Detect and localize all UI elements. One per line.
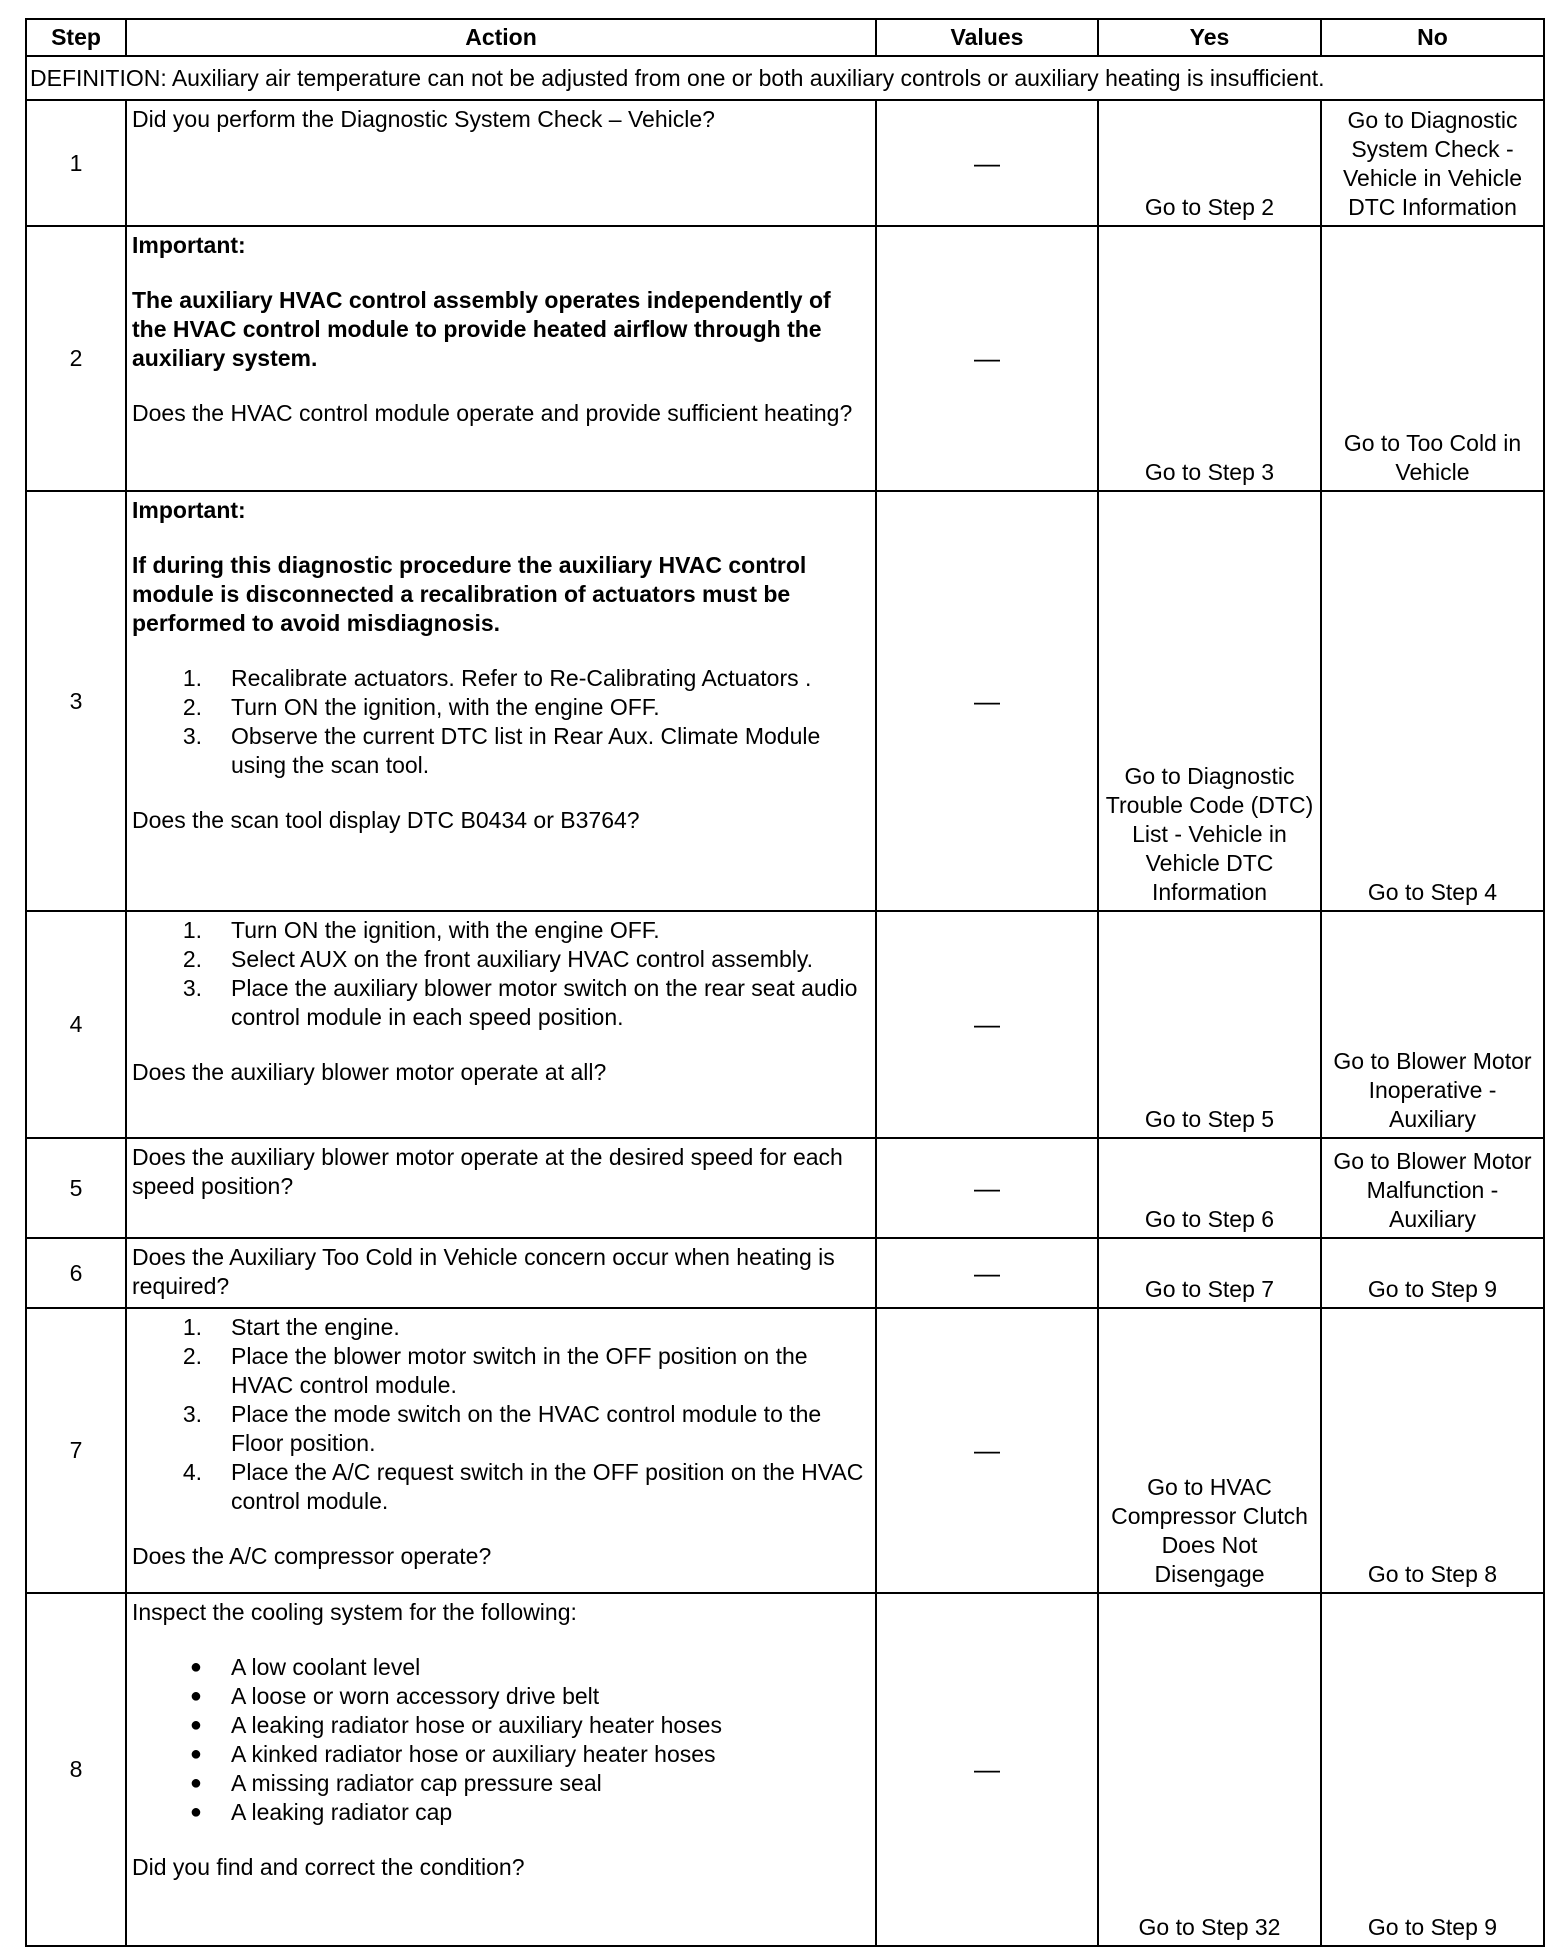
table-row [26,1138,1544,1238]
bullet-list [132,1653,870,1827]
table-row [26,100,1544,226]
question-text: Did you perform the Diagnostic System Check – Vehicle? [132,106,715,132]
step-number: 4 [26,911,126,1138]
yes-link[interactable]: Go to Step 6 [1098,1138,1321,1238]
step-number: 7 [26,1308,126,1593]
list-item-text: A missing radiator cap pressure seal [231,1770,602,1796]
list-item: 1. Start the engine. [132,1313,870,1342]
procedure-list [132,1313,870,1516]
step-number: 2 [26,226,126,491]
definition-row [26,56,1544,100]
list-item-text: Place the A/C request switch in the OFF position on the HVAC control module. [231,1459,864,1514]
list-item: 1. Turn ON the ignition, with the engine OFF. [132,916,870,945]
list-item-text: A loose or worn accessory drive belt [231,1683,600,1709]
question-text: Does the scan tool display DTC B0434 or B3764? [132,807,640,833]
table-row [26,491,1544,911]
list-item: 3. Place the auxiliary blower motor switch on the rear seat audio control module in each speed position. [132,974,870,1032]
action-cell [126,491,876,911]
no-link[interactable]: Go to Step 9 [1321,1593,1544,1946]
list-item-text: Select AUX on the front auxiliary HVAC control assembly. [231,946,814,972]
header-values: Values [876,19,1098,56]
list-item: 4. Place the A/C request switch in the OFF position on the HVAC control module. [132,1458,870,1516]
value-cell: — [876,1308,1098,1593]
value-cell: — [876,911,1098,1138]
question-text: Does the A/C compressor operate? [132,1543,492,1569]
action-cell [126,100,876,226]
action-cell [126,1593,876,1946]
important-text: The auxiliary HVAC control assembly operates independently of the HVAC control module to provide heated airflow through the auxiliary system. [132,287,831,371]
list-item-text: Place the mode switch on the HVAC control module to the Floor position. [231,1401,822,1456]
yes-link[interactable]: Go to Diagnostic Trouble Code (DTC) List - Vehicle in Vehicle DTC Information [1098,491,1321,911]
list-item: ● A leaking radiator cap [132,1798,870,1827]
step-number: 3 [26,491,126,911]
action-cell [126,226,876,491]
lead-text: Inspect the cooling system for the following: [132,1599,577,1625]
header-step: Step [26,19,126,56]
value-cell: — [876,100,1098,226]
list-item-text: Start the engine. [231,1314,400,1340]
important-title: Important: [132,232,246,258]
question-text: Does the auxiliary blower motor operate at the desired speed for each speed position? [132,1144,843,1199]
list-item-text: A low coolant level [231,1654,421,1680]
list-item-text: A leaking radiator hose or auxiliary heater hoses [231,1712,722,1738]
no-link[interactable]: Go to Too Cold in Vehicle [1321,226,1544,491]
diagnostic-table-wrapper [25,18,1545,1947]
list-item-text: Recalibrate actuators. Refer to Re-Calibrating Actuators . [231,665,812,691]
list-item: ● A missing radiator cap pressure seal [132,1769,870,1798]
list-item: 1. Recalibrate actuators. Refer to Re-Calibrating Actuators . [132,664,870,693]
table-row [26,911,1544,1138]
yes-link[interactable]: Go to HVAC Compressor Clutch Does Not Disengage [1098,1308,1321,1593]
list-item: 2. Select AUX on the front auxiliary HVAC control assembly. [132,945,870,974]
list-item: ● A leaking radiator hose or auxiliary heater hoses [132,1711,870,1740]
value-cell: — [876,1593,1098,1946]
no-link[interactable]: Go to Diagnostic System Check - Vehicle in Vehicle DTC Information [1321,100,1544,226]
question-text: Does the Auxiliary Too Cold in Vehicle concern occur when heating is required? [132,1244,835,1299]
list-item-text: Turn ON the ignition, with the engine OFF. [231,694,660,720]
table-row [26,1593,1544,1946]
action-cell [126,911,876,1138]
header-yes: Yes [1098,19,1321,56]
table-row [26,1308,1544,1593]
no-link[interactable]: Go to Step 9 [1321,1238,1544,1308]
list-item-text: Place the auxiliary blower motor switch on the rear seat audio control module in each speed position. [231,975,858,1030]
question-text: Does the auxiliary blower motor operate at all? [132,1059,607,1085]
question-text: Does the HVAC control module operate and provide sufficient heating? [132,400,853,426]
question-text: Did you find and correct the condition? [132,1854,525,1880]
table-row [26,226,1544,491]
no-link[interactable]: Go to Step 4 [1321,491,1544,911]
value-cell: — [876,226,1098,491]
no-link[interactable]: Go to Step 8 [1321,1308,1544,1593]
header-no: No [1321,19,1544,56]
list-item: 3. Observe the current DTC list in Rear Aux. Climate Module using the scan tool. [132,722,870,780]
list-item: ● A kinked radiator hose or auxiliary heater hoses [132,1740,870,1769]
yes-link[interactable]: Go to Step 3 [1098,226,1321,491]
action-cell [126,1138,876,1238]
list-item-text: A leaking radiator cap [231,1799,453,1825]
value-cell: — [876,1138,1098,1238]
table-row [26,1238,1544,1308]
list-item: 2. Place the blower motor switch in the OFF position on the HVAC control module. [132,1342,870,1400]
list-item: 2. Turn ON the ignition, with the engine OFF. [132,693,870,722]
important-title: Important: [132,497,246,523]
list-item-text: Place the blower motor switch in the OFF position on the HVAC control module. [231,1343,808,1398]
definition-text: DEFINITION: Auxiliary air temperature can not be adjusted from one or both auxiliary controls or auxiliary heating is insufficient. [26,56,1544,100]
procedure-list [132,916,870,1032]
value-cell: — [876,491,1098,911]
value-cell: — [876,1238,1098,1308]
list-item-text: Observe the current DTC list in Rear Aux. Climate Module using the scan tool. [231,723,821,778]
list-item-text: Turn ON the ignition, with the engine OFF. [231,917,660,943]
list-item: ● A low coolant level [132,1653,870,1682]
header-action: Action [126,19,876,56]
list-item: 3. Place the mode switch on the HVAC control module to the Floor position. [132,1400,870,1458]
header-row [26,19,1544,56]
list-item: ● A loose or worn accessory drive belt [132,1682,870,1711]
yes-link[interactable]: Go to Step 7 [1098,1238,1321,1308]
step-number: 6 [26,1238,126,1308]
yes-link[interactable]: Go to Step 2 [1098,100,1321,226]
action-cell [126,1308,876,1593]
diagnostic-table [25,18,1545,1947]
step-number: 1 [26,100,126,226]
no-link[interactable]: Go to Blower Motor Inoperative - Auxiliary [1321,911,1544,1138]
list-item-text: A kinked radiator hose or auxiliary heater hoses [231,1741,716,1767]
no-link[interactable]: Go to Blower Motor Malfunction - Auxiliary [1321,1138,1544,1238]
important-text: If during this diagnostic procedure the auxiliary HVAC control module is disconnected a recalibration of actuators must be performed to avoid misdiagnosis. [132,552,807,636]
procedure-list [132,664,870,780]
action-cell [126,1238,876,1308]
yes-link[interactable]: Go to Step 5 [1098,911,1321,1138]
yes-link[interactable]: Go to Step 32 [1098,1593,1321,1946]
step-number: 5 [26,1138,126,1238]
step-number: 8 [26,1593,126,1946]
